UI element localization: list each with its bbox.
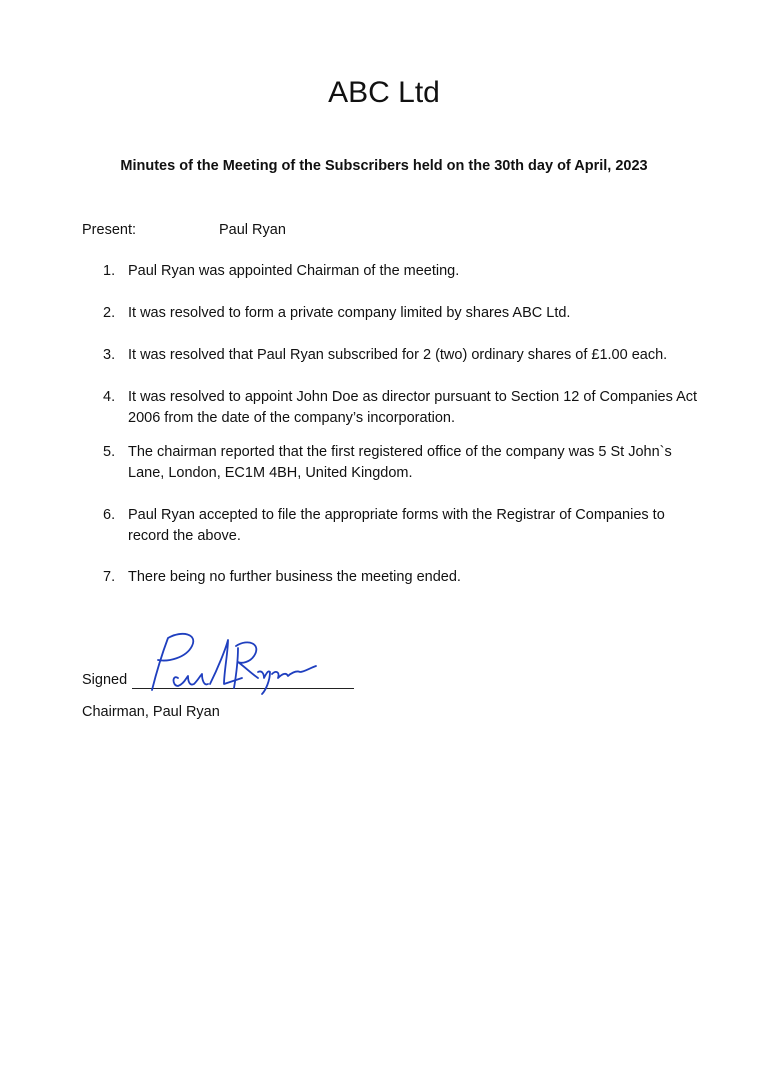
- item-number: 1.: [103, 263, 116, 279]
- document-title: ABC Ltd: [328, 76, 440, 109]
- signer-name: Chairman, Paul Ryan: [82, 704, 220, 720]
- document-subtitle: Minutes of the Meeting of the Subscribers held on the 30th day of April, 2023: [120, 158, 648, 174]
- item-text: Paul Ryan was appointed Chairman of the meeting.: [128, 263, 460, 279]
- signed-label: Signed: [82, 672, 128, 688]
- item-number: 3.: [103, 347, 116, 363]
- item-number: 5.: [103, 444, 116, 460]
- item-number: 6.: [103, 507, 116, 523]
- item-text: It was resolved to form a private company limited by shares ABC Ltd.: [128, 305, 571, 321]
- item-text: There being no further business the meeting ended.: [128, 569, 461, 585]
- item-text: The chairman reported that the first registered office of the company was 5 St John`s Lane, London, EC1M 4BH, United Kingdom.: [128, 444, 672, 481]
- item-number: 7.: [103, 569, 116, 585]
- item-number: 2.: [103, 305, 116, 321]
- item-text: It was resolved that Paul Ryan subscribed for 2 (two) ordinary shares of £1.00 each.: [128, 347, 668, 363]
- item-number: 4.: [103, 389, 116, 405]
- present-name: Paul Ryan: [219, 222, 286, 238]
- present-label: Present:: [82, 222, 136, 238]
- item-text: It was resolved to appoint John Doe as director pursuant to Section 12 of Companies Act 2006 from the date of the company’s incorporation.: [128, 389, 698, 426]
- handwritten-signature: [138, 628, 328, 698]
- item-text: Paul Ryan accepted to file the appropriate forms with the Registrar of Companies to record the above.: [128, 507, 665, 544]
- present-row: [82, 222, 286, 238]
